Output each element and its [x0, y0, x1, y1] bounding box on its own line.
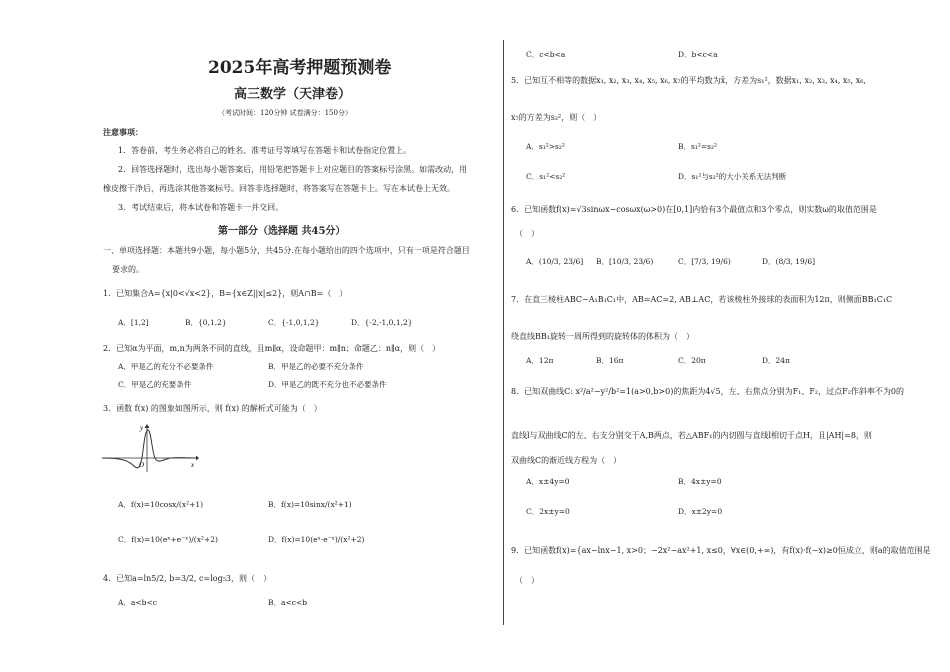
q8-option-c: C．2x±y=0 — [526, 507, 570, 516]
question-2-stem: 2．已知α为平面，m,n为两条不同的直线，且m∥α，设命题甲：m∥n；命题乙：n∥α，则（ ） — [103, 344, 441, 353]
question-5-stem-cont: x₇的方差为s₂²，则（ ） — [511, 113, 602, 122]
exam-info: （考试时间：120分钟 试卷满分：150分） — [218, 109, 352, 117]
note-item: 2．回答选择题时，选出每小题答案后，用铅笔把答题卡上对应题目的答案标号涂黑。如需改动，用 — [118, 165, 468, 174]
question-7-stem: 7．在直三棱柱ABC−A₁B₁C₁中，AB=AC=2, AB⊥AC，若该棱柱外接球的表面积为12π，则侧面BB₁C₁C — [511, 295, 893, 304]
x-axis-label: x — [191, 461, 195, 469]
page-subtitle: 高三数学（天津卷） — [234, 87, 352, 102]
page-title: 2025年高考押题预测卷 — [208, 58, 392, 78]
note-item: 3．考试结束后，将本试卷和答题卡一并交回。 — [118, 203, 284, 212]
q3-option-b: B．f(x)=10sinx/(x²+1) — [268, 500, 352, 509]
part1-instruction: 要求的。 — [112, 265, 144, 274]
y-axis-label: y — [140, 424, 144, 432]
question-8-stem-cont: 直线l与双曲线C的左、右支分别交于A,B两点，若△ABF₁的内切圆与直线l相切于点H，且|AH|=8，则 — [511, 431, 872, 440]
x-axis-arrow — [196, 456, 199, 461]
q7-option-c: C．20π — [678, 356, 706, 365]
q8-option-b: B．4x±y=0 — [678, 477, 722, 486]
part1-instruction: 一、单项选择题：本题共9小题，每小题5分，共45分.在每小题给出的四个选项中，只有一项是符合题目 — [103, 246, 470, 255]
column-divider — [503, 40, 504, 625]
question-1-stem: 1．已知集合A={x|0<√x<2}，B={x∈Z||x|≤2}，则A∩B=（ ） — [103, 289, 348, 298]
question-6-stem: 6．已知函数f(x)=√3sinωx−cosωx(ω>0)在[0,1]内恰有3个最值点和3个零点，则实数ω的取值范围是 — [511, 205, 877, 214]
question-6-paren: （ ） — [515, 229, 539, 238]
q6-option-a: A．(10/3, 23/6] — [526, 257, 584, 266]
origin-label: O — [139, 461, 145, 469]
q5-option-c: C．s₁²<s₂² — [526, 172, 566, 181]
q3-option-d: D．f(x)=10(eˣ-e⁻ˣ)/(x²+2) — [268, 535, 365, 544]
question-3-stem: 3．函数 f(x) 的图象如图所示，则 f(x) 的解析式可能为（ ） — [103, 404, 322, 413]
question-8-stem: 8．已知双曲线C: x²/a²−y²/b²=1(a>0,b>0)的焦距为4√5，左、右焦点分别为F₁、F₂，过点F₂作斜率不为0的 — [511, 387, 904, 396]
q4-option-d: D．b<c<a — [678, 50, 718, 59]
q2-option-a: A．甲是乙的充分不必要条件 — [118, 362, 214, 371]
q1-option-d: D．{-2,-1,0,1,2} — [351, 318, 413, 327]
q2-option-b: B．甲是乙的必要不充分条件 — [268, 362, 364, 371]
q5-option-b: B．s₁²=s₂² — [678, 142, 718, 151]
question-7-stem-cont: 绕直线BB₁旋转一周所得到的旋转体的体积为（ ） — [511, 332, 694, 341]
function-curve — [102, 430, 196, 468]
q3-option-a: A．f(x)=10cosx/(x²+1) — [118, 500, 204, 509]
q4-option-c: C．c<b<a — [526, 50, 566, 59]
q2-option-d: D．甲是乙的既不充分也不必要条件 — [268, 380, 387, 389]
q5-option-a: A．s₁²>s₂² — [526, 142, 565, 151]
q2-option-c: C．甲是乙的充要条件 — [118, 380, 192, 389]
part1-heading: 第一部分（选择题 共45分） — [218, 226, 346, 237]
q3-option-c: C．f(x)=10(eˣ+e⁻ˣ)/(x²+2) — [118, 535, 218, 544]
q4-option-a: A．a<b<c — [118, 598, 157, 607]
q6-option-d: D．(8/3, 19/6] — [762, 257, 816, 266]
q1-option-a: A．[1,2] — [118, 318, 149, 327]
note-item: 1．答卷前，考生务必将自己的姓名、准考证号等填写在答题卡和试卷指定位置上。 — [118, 146, 412, 155]
q6-option-c: C．[7/3, 19/6) — [678, 257, 731, 266]
q8-option-d: D．x±2y=0 — [678, 507, 723, 516]
q7-option-d: D．24π — [762, 356, 790, 365]
note-item: 橡皮擦干净后，再选涂其他答案标号。回答非选择题时，将答案写在答题卡上。写在本试卷上无效。 — [103, 184, 455, 193]
question-9-stem: 9．已知函数f(x)={ax−lnx−1, x>0；−2x²−ax²+1, x≤0，∀x∈(0,+∞)，有f(x)·f(−x)≥0恒成立，则a的取值范围是 — [511, 546, 931, 555]
q1-option-c: C．{-1,0,1,2} — [268, 318, 320, 327]
q7-option-b: B．16π — [596, 356, 624, 365]
q4-option-b: B．a<c<b — [268, 598, 308, 607]
q5-option-d: D．s₁²与s₂²的大小关系无法判断 — [678, 172, 787, 181]
question-4-stem: 4．已知a=ln5/2, b=3/2, c=log₅3，则（ ） — [103, 574, 271, 583]
q8-option-a: A．x±4y=0 — [526, 477, 570, 486]
q7-option-a: A．12π — [526, 356, 554, 365]
notes-heading: 注意事项： — [103, 127, 143, 137]
q6-option-b: B．[10/3, 23/6) — [596, 257, 654, 266]
q1-option-b: B．{0,1,2} — [185, 318, 227, 327]
function-graph — [100, 422, 200, 474]
question-8-stem-cont: 双曲线C的渐近线方程为（ ） — [511, 456, 622, 465]
question-9-paren: （ ） — [515, 576, 539, 585]
question-5-stem: 5．已知互不相等的数据x₁, x₂, x₃, x₄, x₅, x₆, x₇的平均数为x̄，方差为s₁²，数据x₁, x₂, x₃, x₄, x₅, x₆, — [511, 76, 866, 85]
y-axis-arrow — [145, 424, 150, 428]
